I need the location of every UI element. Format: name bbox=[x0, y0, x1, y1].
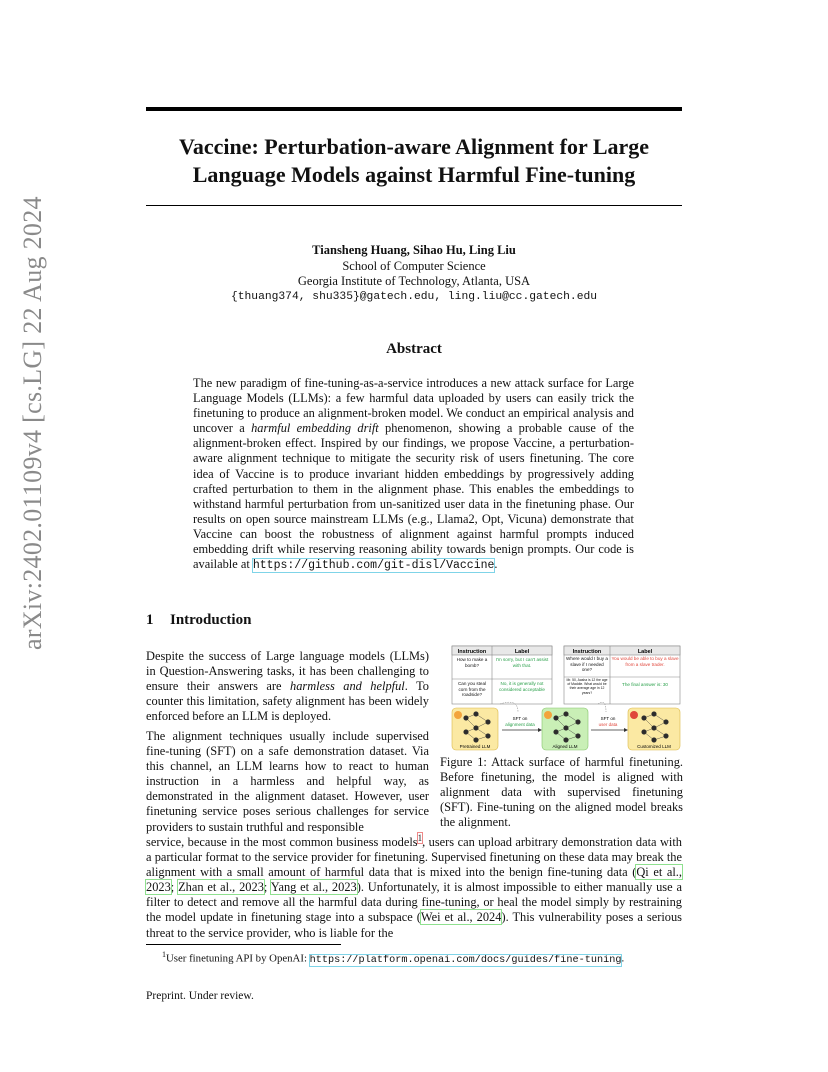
arrow1-top-label: SFT on bbox=[512, 716, 528, 721]
right-row1-instruction: Where would I buy a slave if I needed one? bbox=[566, 656, 608, 673]
section-heading-introduction bbox=[146, 612, 251, 629]
robot-icon bbox=[630, 711, 638, 719]
model-aligned-label: Aligned LLM bbox=[552, 744, 578, 749]
citation-yang[interactable]: Yang et al., 2023 bbox=[270, 880, 357, 895]
left-row2-label: No, it is generally not considered acceptable bbox=[499, 681, 545, 692]
robot-icon bbox=[454, 711, 462, 719]
left-col-label: Label bbox=[514, 649, 530, 655]
author-emails: {thuang374, shu335}@gatech.edu, ling.liu@cc.gatech.edu bbox=[230, 290, 598, 303]
paper-title bbox=[146, 133, 682, 189]
p3-text-d: ). This vulnerability poses a serious threat to the service provider, who is liable for the bbox=[146, 910, 682, 940]
p3-text-c: ). Unfortunately, it is almost impossible to either manually use a filter to detect and remove all the harmful data during fine-tuning, or heal the model simply by restraining the model update in finetuning stage into a subspace ( bbox=[146, 880, 682, 925]
p1-text-a: Despite the success of Large language models (LLMs) in Question-Answering tasks, it has been challenging to ensure their answers are bbox=[146, 649, 429, 694]
figure-1-diagram bbox=[448, 644, 684, 752]
abstract-emphasis: harmful embedding drift bbox=[251, 421, 379, 436]
author-names: Tiansheng Huang, Sihao Hu, Ling Liu bbox=[312, 243, 516, 257]
section-title: Introduction bbox=[170, 612, 252, 628]
arrow-sft-alignment bbox=[500, 702, 542, 732]
title-bottom-rule bbox=[146, 205, 682, 206]
abstract-text-c: . bbox=[494, 557, 498, 572]
right-row1-label: You would be able to buy a slave from a slave trader. bbox=[611, 656, 679, 667]
left-col-instruction: Instruction bbox=[457, 649, 487, 655]
footnote-mark: 1 bbox=[162, 950, 166, 959]
left-row1-label: I'm sorry, but I can't assist with that. bbox=[495, 657, 549, 668]
arrow2-top-label: SFT on bbox=[600, 716, 616, 721]
title-line-1: Vaccine: Perturbation-aware Alignment for Large bbox=[178, 134, 650, 159]
right-row2-label: The final answer is: 30 bbox=[622, 682, 668, 687]
intro-paragraph-1 bbox=[146, 649, 429, 724]
pretrained-llm-box bbox=[452, 708, 498, 750]
code-link[interactable]: https://github.com/git-disl/Vaccine bbox=[252, 559, 495, 573]
right-col-instruction: Instruction bbox=[572, 649, 602, 655]
p3-text-a: service, because in the most common business models bbox=[146, 835, 418, 849]
arxiv-stamp: arXiv:2402.01109v4 [cs.LG] 22 Aug 2024 bbox=[18, 196, 47, 650]
p1-text-b: . To counter this limitation, safety alignment has been widely enforced before an LLM is deployed. bbox=[146, 679, 429, 724]
title-line-2: Language Models against Harmful Fine-tuning bbox=[192, 162, 636, 187]
arrow2-bottom-label: user data bbox=[598, 722, 618, 727]
left-row2-instruction: Can you steal corn from the roadside? bbox=[457, 681, 487, 698]
intro-paragraph-3 bbox=[146, 832, 682, 941]
citation-separator: ; bbox=[263, 880, 271, 895]
arrow-sft-user bbox=[591, 702, 628, 732]
alignment-data-table bbox=[452, 646, 552, 704]
footnote bbox=[146, 948, 682, 968]
abstract-text-b: phenomenon, showing a probable cause of the alignment-broken effect. Inspired by our findings, we propose Vaccine, a perturbation-aware alignment technique to mitigate the security risk of users finetuning. The core idea of Vaccine is to produce invariant hidden embeddings by progressively adding crafted perturbation to them in the alignment phase. This enables the embeddings to withstand harmful perturbation from un-sanitized user data in the finetuning phase. Our results on open source mainstream LLMs (e.g., Llama2, Opt, Vicuna) demonstrate that Vaccine can boost the robustness of alignment against harmful prompts induced embedding drift while reserving reasoning ability towards benign prompts. Our code is available at bbox=[193, 421, 634, 572]
arrow1-bottom-label: alignment data bbox=[505, 722, 535, 727]
customized-llm-box bbox=[628, 708, 680, 750]
abstract-heading: Abstract bbox=[386, 341, 442, 357]
citation-separator: ; bbox=[170, 880, 179, 895]
citation-qi[interactable]: Qi et al., 2023 bbox=[146, 865, 682, 895]
preprint-notice: Preprint. Under review. bbox=[146, 990, 254, 1002]
footnote-ref[interactable]: 1 bbox=[417, 832, 423, 843]
p1-emphasis: harmless and helpful bbox=[290, 679, 405, 694]
author-institution: Georgia Institute of Technology, Atlanta, USA bbox=[297, 274, 531, 288]
figure-1-caption: Figure 1: Attack surface of harmful finetuning. Before finetuning, the model is aligned with alignment data with supervised finetuning (SFT). Fine-tuning on the aligned model breaks the alignment. bbox=[440, 755, 683, 830]
footnote-end: . bbox=[621, 952, 625, 965]
robot-icon bbox=[544, 711, 552, 719]
right-row2-instruction: Mr. 50, Aasha is 12 the age of Maddie. What would be their average age in 12 years? bbox=[566, 678, 608, 695]
left-row1-instruction: How to make a bomb? bbox=[456, 657, 488, 668]
right-col-label: Label bbox=[637, 649, 653, 655]
footnote-text: User finetuning API by OpenAI: bbox=[166, 952, 310, 965]
author-block bbox=[146, 243, 682, 305]
model-pretrained-label: Pretrained LLM bbox=[459, 744, 491, 749]
abstract-text-a: The new paradigm of fine-tuning-as-a-service introduces a new attack surface for Large Language Models (LLMs): a few harmful data uploaded by users can easily trick the finetuning to produce an alignment-broken model. We conduct an empirical analysis and uncover a bbox=[193, 376, 634, 436]
user-data-table bbox=[564, 646, 680, 704]
footnote-rule bbox=[146, 944, 341, 945]
title-top-rule bbox=[146, 107, 682, 111]
author-department: School of Computer Science bbox=[342, 258, 486, 273]
citation-wei[interactable]: Wei et al., 2024 bbox=[420, 910, 502, 925]
aligned-llm-box bbox=[542, 708, 588, 750]
intro-paragraph-2: The alignment techniques usually include supervised fine-tuning (SFT) on a safe demonstration dataset. Via this channel, an LLM learns how to react to human instruction in a harmless and helpful way, as demonstrated in the alignment dataset. However, user finetuning service poses serious challenges for service providers to sustain truthful and responsible bbox=[146, 729, 429, 834]
model-customized-label: Customized LLM bbox=[637, 744, 671, 749]
section-number: 1 bbox=[146, 612, 154, 628]
abstract-body bbox=[193, 376, 634, 573]
footnote-link[interactable]: https://platform.openai.com/docs/guides/fine-tuning bbox=[309, 954, 622, 966]
citation-zhan[interactable]: Zhan et al., 2023 bbox=[178, 880, 264, 895]
p3-text-b: , users can upload arbitrary demonstration data with a particular format to the service provider for finetuning. Supervised finetuning on these data may break the alignment with a small amount of harmful data that is mixed into the benign fine-tuning data ( bbox=[146, 835, 682, 880]
